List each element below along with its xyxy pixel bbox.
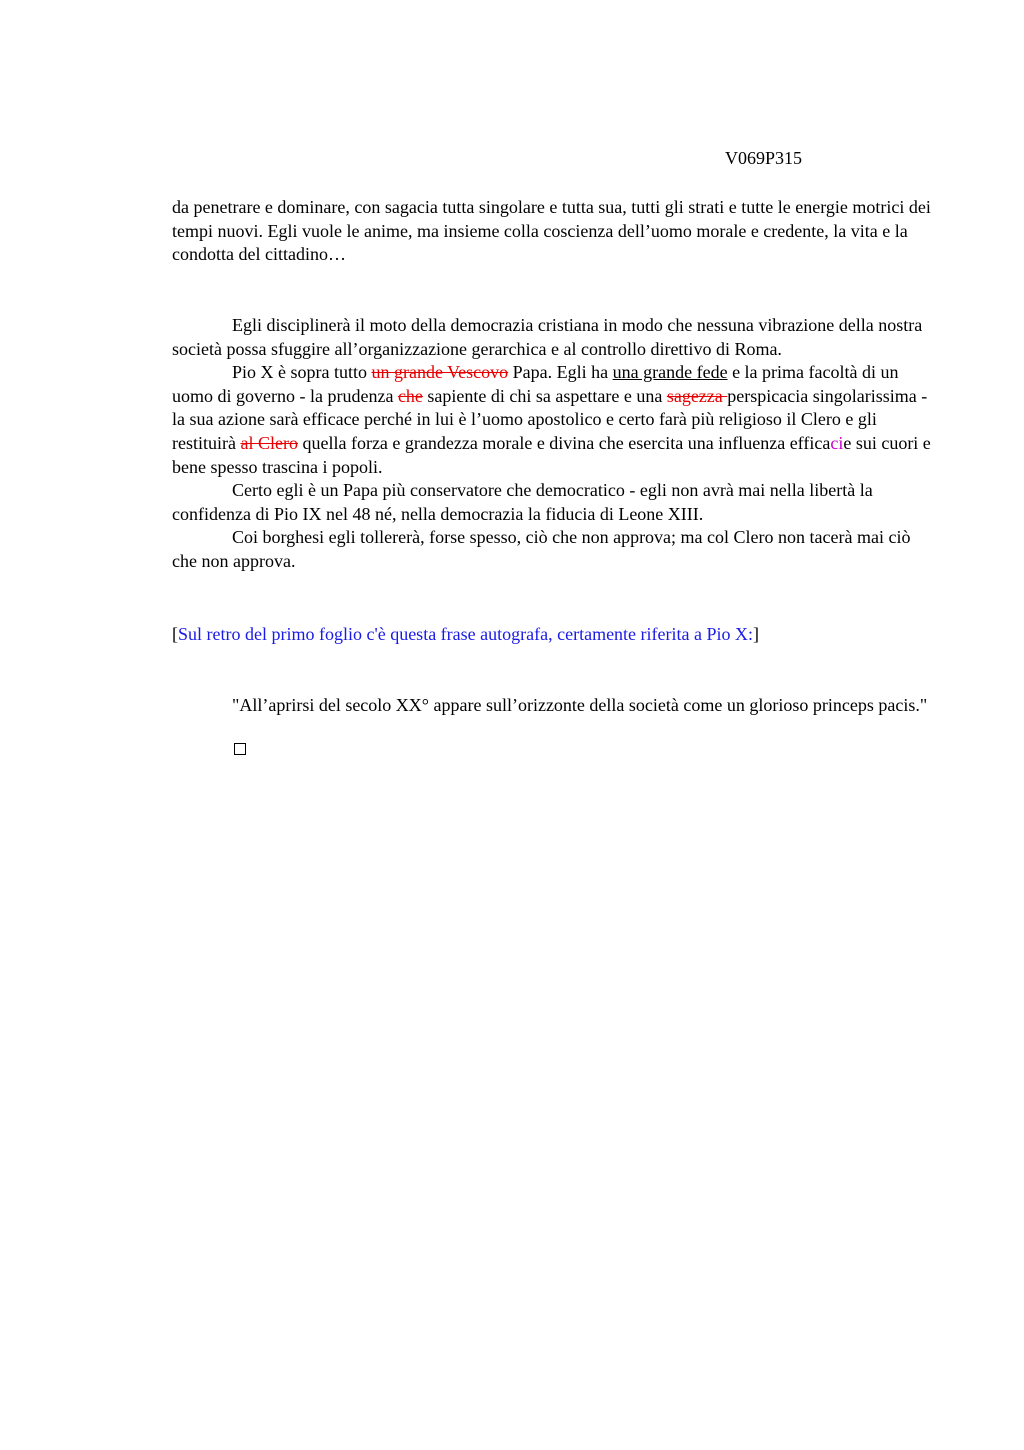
deleted-text: un grande Vescovo (371, 362, 509, 383)
empty-box-icon (234, 743, 246, 755)
deleted-text: al Clero (240, 432, 298, 453)
text-run: perspicacia singolarissima - la sua azione sarà efficace perché in lui è l’uomo apostolico e certo farà più religioso il Clero e gli restituirà (172, 385, 928, 453)
deleted-text: sagezza (666, 385, 728, 406)
body-block (172, 314, 932, 574)
text-run: e la prima facoltà di un uomo di governo - la prudenza (172, 362, 899, 406)
text-run: e sui cuori e bene spesso trascina i popoli. (172, 432, 931, 477)
deleted-text: che (397, 385, 423, 406)
paragraph-democrazia: Egli disciplinerà il moto della democrazia cristiana in modo che nessuna vibrazione della nostra società possa sfuggire all’organizzazione gerarchica e al controllo direttivo di Roma. (172, 315, 923, 359)
autograph-quote: "All’aprirsi del secolo XX° appare sull’orizzonte della società come un glorioso princeps pacis." (232, 695, 928, 715)
bracket-open: [ (172, 624, 178, 644)
underlined-text: una grande fede (612, 362, 728, 383)
inserted-text: ci (830, 432, 844, 453)
paragraph-opening: da penetrare e dominare, con sagacia tutta singolare e tutta sua, tutti gli strati e tutte le energie motrici dei tempi nuovi. Egli vuole le anime, ma insieme colla coscienza dell’uomo morale e credente, la vita e la condotta del cittadino… (172, 197, 931, 265)
text-run: Papa. Egli ha (508, 362, 613, 383)
bracket-close: ] (753, 624, 760, 644)
text-run: quella forza e grandezza morale e divina che esercita una influenza effica (297, 432, 831, 453)
text-run: sapiente di chi sa aspettare e una (422, 385, 667, 406)
paragraph-conservatore: Certo egli è un Papa più conservatore che democratico - egli non avrà mai nella libertà la confidenza di Pio IX nel 48 né, nella democrazia la fiducia di Leone XIII. (172, 480, 873, 524)
editor-note (172, 623, 932, 647)
page-identifier: V069P315 (725, 148, 803, 168)
text-run: Pio X è sopra tutto (232, 362, 372, 383)
editor-note-text: Sul retro del primo foglio c'è questa frase autografa, certamente riferita a Pio X: (178, 624, 754, 644)
paragraph-pio-x (172, 361, 932, 479)
paragraph-borghesi: Coi borghesi egli tollererà, forse spesso, ciò che non approva; ma col Clero non tacerà mai ciò che non approva. (172, 527, 911, 571)
